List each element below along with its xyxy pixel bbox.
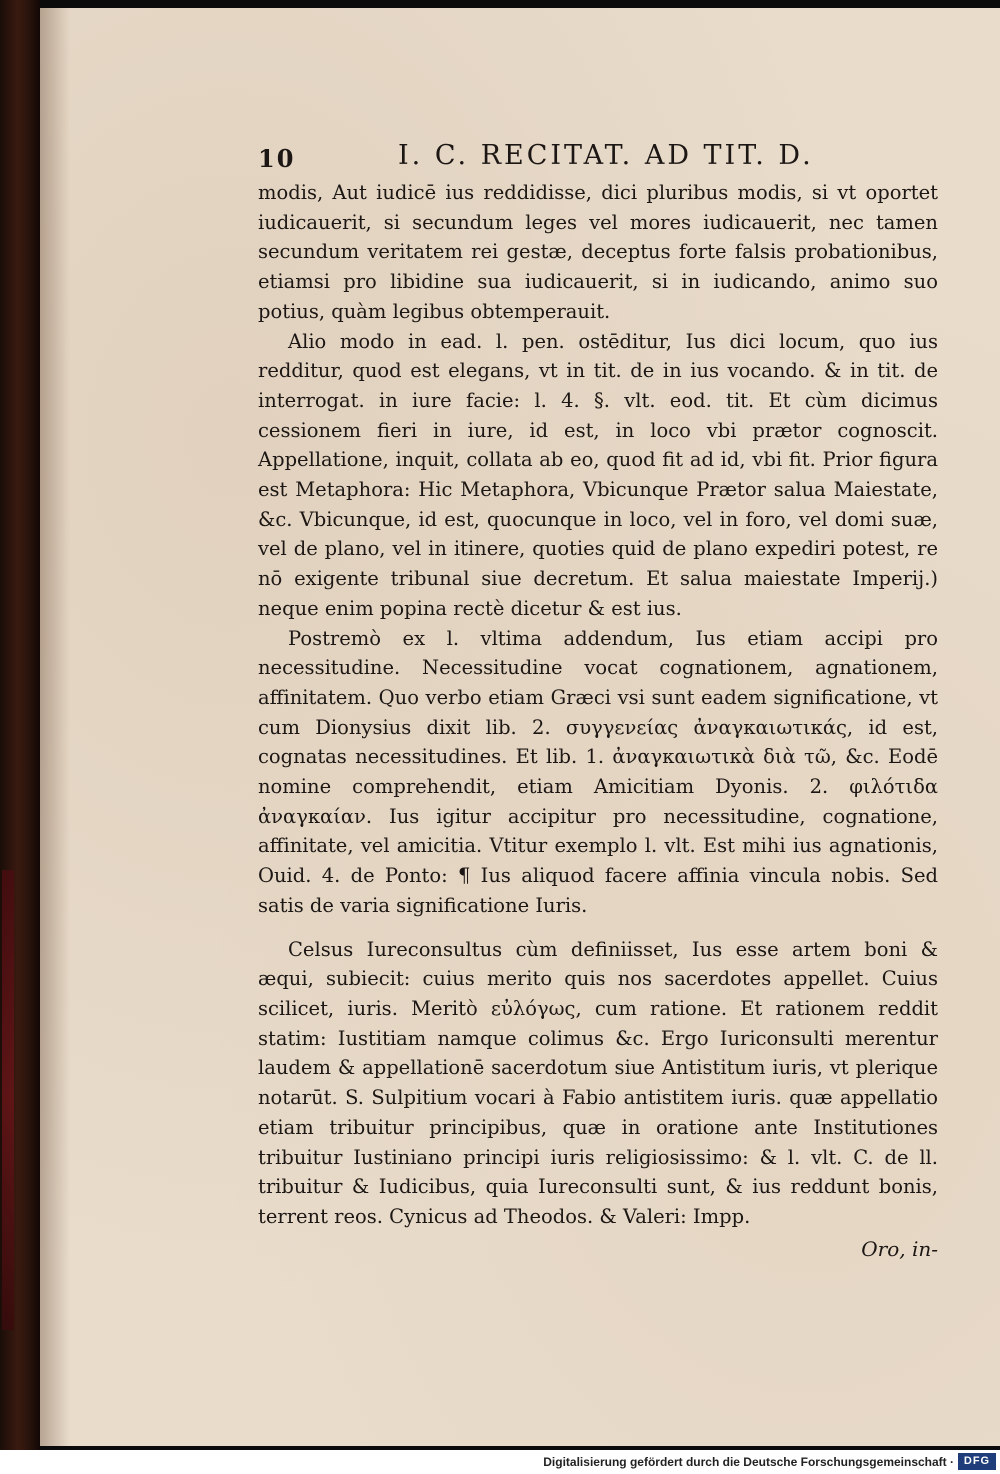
running-head: [258, 138, 938, 178]
paragraph-3: Postremò ex l. vltima addendum, Ius etiam accipi pro necessitudine. Necessitudine vocat cognationem, agnationem, affinitatem. Quo verbo etiam Græci vsi sunt eadem significatione, vt cum Dionysius dixit lib. 2. συγγενείας ἀναγκαιωτικάς, id est, cognatas necessitudines. Et lib. 1. ἀναγκαιωτικὰ διὰ τῶ, &c. Eodē nomine comprehendit, etiam Amicitiam Dyonis. 2. φιλότιδα ἀναγκαίαν. Ius igitur accipitur pro necessitudine, cognatione, affinitate, vel amicitia. Vtitur exemplo l. vlt. Est mihi ius agnationis, Ouid. 4. de Ponto: ¶ Ius aliquod facere affinia vincula nobis. Sed satis de varia significatione Iuris.: [258, 626, 938, 917]
digitization-credit: Digitalisierung gefördert durch die Deutsche Forschungsgemeinschaft ·: [543, 1455, 954, 1469]
page-gutter-shadow: [40, 8, 70, 1446]
dfg-logo: DFG: [958, 1453, 996, 1470]
page-text-block: [258, 138, 938, 1264]
paragraph-4: Celsus Iureconsultus cùm definiisset, Ius esse artem boni & æqui, subiecit: cuius merito quis nos sacerdotes appellet. Cuius scilicet, iuris. Meritò εὐλόγως, cum ratione. Et rationem reddit statim: Iustitiam namque colimus &c. Ergo Iuriconsulti merentur laudem & appellationē sacerdotum siue Antistitum iuris, vt plerique notarūt. S. Sulpitium vocari à Fabio antistitem iuris. quæ appellatio etiam tribuitur principibus, quæ in oratione ante Institutiones tribuitur Iustiniano principi iuris religiosissimo: & l. vlt. C. de ll. tribuitur & Iudicibus, quia Iureconsulti sunt, & ius reddunt bonis, terrent reos. Cynicus ad Theodos. & Valeri: Impp.: [258, 937, 938, 1228]
running-title: I. C. RECITAT. AD TIT. D.: [398, 140, 814, 171]
catchword: Oro, in-: [861, 1236, 938, 1261]
paragraph-1: modis, Aut iudicē ius reddidisse, dici pluribus modis, si vt oportet iudicauerit, si secundum leges vel mores iudicauerit, nec tamen secundum veritatem rei gestæ, deceptus forte falsis probationibus, etiamsi pro libidine sua iudicauerit, si in iudicando, animo suo potius, quàm legibus obtemperauit.: [258, 181, 938, 323]
paragraph-2: Alio modo in ead. l. pen. ostēditur, Ius dici locum, quo ius redditur, quod est elegans, vt in tit. de in ius vocando. & in tit. de interrogat. in iure facie: l. 4. §. vlt. eod. tit. Et cùm dicimus cessionem fieri in iure, id est, in loco vbi prætor cognoscit. Appellatione, inquit, collata ab eo, quod fit ad id, vbi fit. Prior figura est Metaphora: Hic Metaphora, Vbicunque Prætor salua Maiestate, &c. Vbicunque, id est, quocunque in loco, vel in foro, vel domi suæ, vel de plano, vel in itinere, quoties quid de plano expediri potest, re nō exigente tribunal siue decretum. Et salua maiestate Imperij.) neque enim popina rectè dicetur & est ius.: [258, 329, 938, 620]
page-number: 10: [258, 144, 296, 173]
book-edge-marker: [2, 870, 14, 1330]
digitization-footer: [0, 1450, 1000, 1474]
